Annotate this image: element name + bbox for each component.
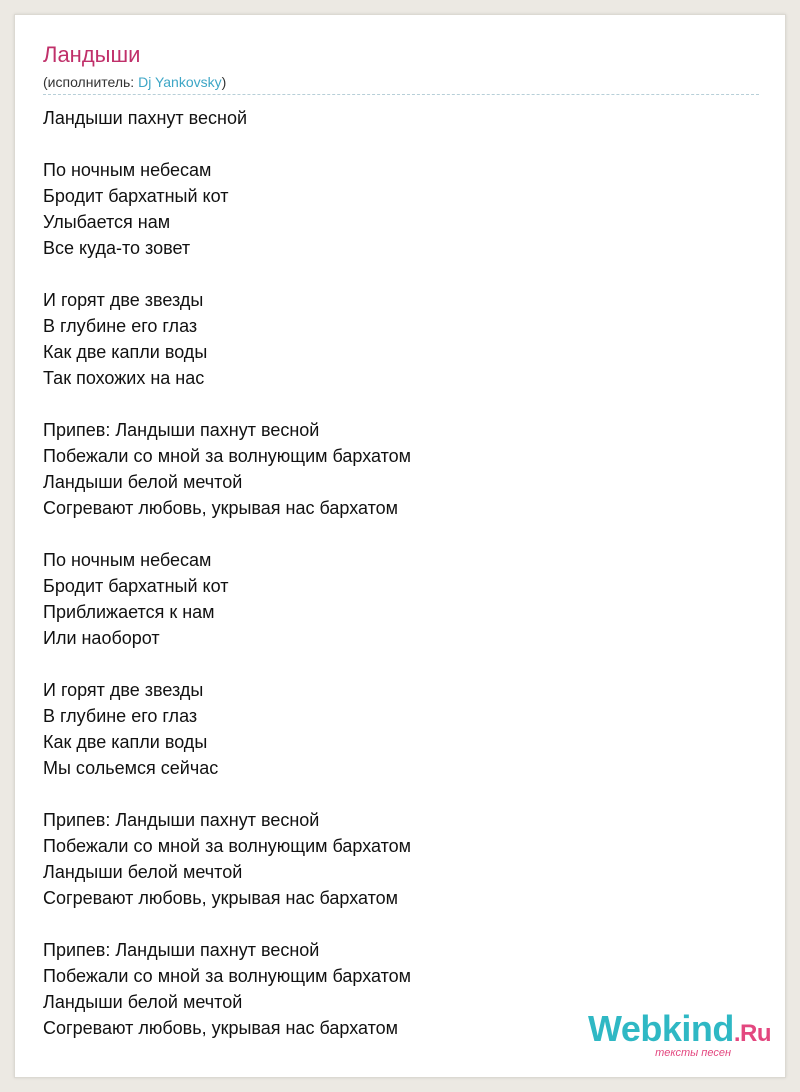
artist-prefix: (исполнитель: [43,74,139,90]
lyric-line: Мы сольемся сейчас [43,758,219,778]
lyric-line: По ночным небесам [43,550,212,570]
lyric-line: Побежали со мной за волнующим бархатом [43,966,412,986]
lyric-line: Ландыши белой мечтой [43,472,243,492]
lyric-line: Согревают любовь, укрывая нас бархатом [43,888,399,908]
lyric-line: В глубине его глаз [43,316,198,336]
lyric-line: Согревают любовь, укрывая нас бархатом [43,1018,399,1038]
lyric-line: Бродит бархатный кот [43,186,229,206]
stanza-gap [43,911,743,937]
lyric-line: Бродит бархатный кот [43,576,229,596]
song-title: Ландыши [43,42,141,67]
lyric-line: Припев: Ландыши пахнут весной [43,940,320,960]
lyric-line: Согревают любовь, укрывая нас бархатом [43,498,399,518]
stanza-gap [43,261,743,287]
lyric-line: Ландыши белой мечтой [43,992,243,1012]
lyric-line: Или наоборот [43,628,160,648]
lyric-line: Ландыши белой мечтой [43,862,243,882]
lyric-line: Как две капли воды [43,732,208,752]
lyric-line: Припев: Ландыши пахнут весной [43,420,320,440]
lyric-line: Так похожих на нас [43,368,205,388]
lyric-line: И горят две звезды [43,680,204,700]
lyric-line: В глубине его глаз [43,706,198,726]
lyric-line: Улыбается нам [43,212,171,232]
artist-suffix: ) [221,74,227,90]
lyric-line: Побежали со мной за волнующим бархатом [43,446,412,466]
lyric-line: Все куда-то зовет [43,238,191,258]
stanza-gap [43,391,743,417]
lyric-line: Приближается к нам [43,602,215,622]
lyric-line: По ночным небесам [43,160,212,180]
stanza-gap [43,651,743,677]
logo-tagline: тексты песен [655,1047,731,1059]
lyric-line: Припев: Ландыши пахнут весной [43,810,320,830]
logo-tld: .Ru [733,1020,771,1047]
logo-word: Webkind [587,1008,734,1049]
lyrics-text [43,105,743,1041]
lyrics-sheet [14,14,786,1078]
lyric-line: Побежали со мной за волнующим бархатом [43,836,412,856]
lyric-line: Ландыши пахнут весной [43,108,248,128]
site-logo[interactable] [571,1009,771,1065]
lyric-line: Как две капли воды [43,342,208,362]
lyric-line: И горят две звезды [43,290,204,310]
stanza-gap [43,781,743,807]
title-divider [43,94,759,95]
stanza-gap [43,521,743,547]
artist-line [43,73,226,91]
stanza-gap [43,131,743,157]
artist-link[interactable]: Dj Yankovsky [138,74,222,90]
